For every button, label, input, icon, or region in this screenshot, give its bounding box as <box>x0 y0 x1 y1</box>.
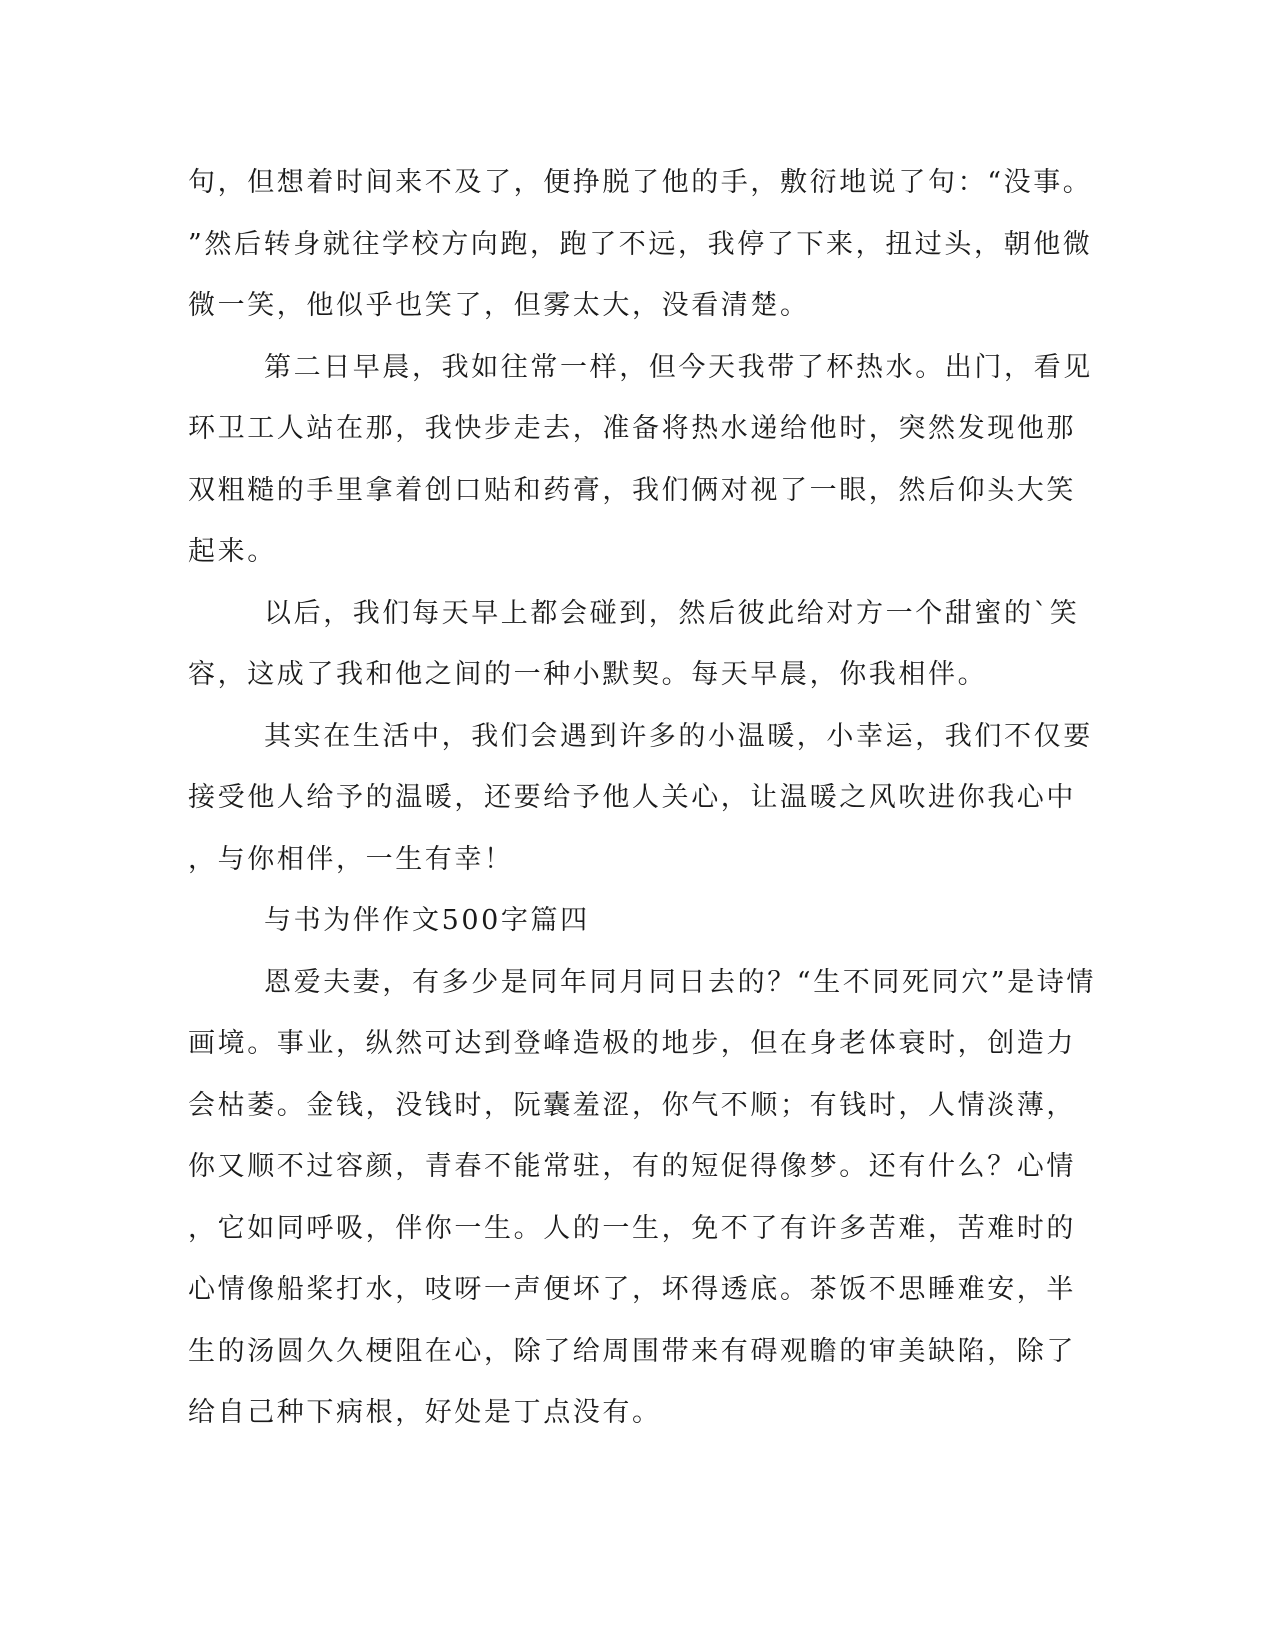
text-line: 双粗糙的手里拿着创口贴和药膏，我们俩对视了一眼，然后仰头大笑 <box>188 474 1076 506</box>
text-line: 你又顺不过容颜，青春不能常驻，有的短促得像梦。还有什么？心情 <box>188 1151 1076 1182</box>
text-line: 心情像船桨打水，吱呀一声便坏了，坏得透底。茶饭不思睡难安，半 <box>188 1274 1076 1305</box>
text-line: 接受他人给予的温暖，还要给予他人关心，让温暖之风吹进你我心中 <box>188 782 1076 813</box>
paragraph-first-line: 恩爱夫妻，有多少是同年同月同日去的？“生不同死同穴”是诗情 <box>264 966 1097 998</box>
paragraph-first-line: 以后，我们每天早上都会碰到，然后彼此给对方一个甜蜜的`笑 <box>264 597 1080 629</box>
text-line: 容，这成了我和他之间的一种小默契。每天早晨，你我相伴。 <box>188 659 988 690</box>
text-line: 画境。事业，纵然可达到登峰造极的地步，但在身老体衰时，创造力 <box>188 1028 1076 1059</box>
text-line: 会枯萎。金钱，没钱时，阮囊羞涩，你气不顺；有钱时，人情淡薄， <box>188 1089 1076 1121</box>
section-heading: 与书为伴作文500字篇四 <box>264 905 590 936</box>
text-line: 起来。 <box>188 536 277 567</box>
text-line: 给自己种下病根，好处是丁点没有。 <box>188 1397 662 1428</box>
document-body <box>188 152 1097 1444</box>
text-line: 环卫工人站在那，我快步走去，准备将热水递给他时，突然发现他那 <box>188 413 1076 444</box>
paragraph-first-line: 第二日早晨，我如往常一样，但今天我带了杯热水。出门，看见 <box>264 351 1093 383</box>
text-line: 生的汤圆久久梗阻在心，除了给周围带来有碍观瞻的审美缺陷，除了 <box>188 1335 1076 1367</box>
text-line: 微一笑，他似乎也笑了，但雾太大，没看清楚。 <box>188 290 810 321</box>
text-line: ”然后转身就往学校方向跑，跑了不远，我停了下来，扭过头，朝他微 <box>188 228 1093 260</box>
paragraph-first-line: 其实在生活中，我们会遇到许多的小温暖，小幸运，我们不仅要 <box>264 720 1093 752</box>
text-line: 句，但想着时间来不及了，便挣脱了他的手，敷衍地说了句：“没事。 <box>188 167 1093 198</box>
text-line: ，它如同呼吸，伴你一生。人的一生，免不了有许多苦难，苦难时的 <box>188 1212 1076 1244</box>
text-line: ，与你相伴，一生有幸！ <box>188 843 514 875</box>
